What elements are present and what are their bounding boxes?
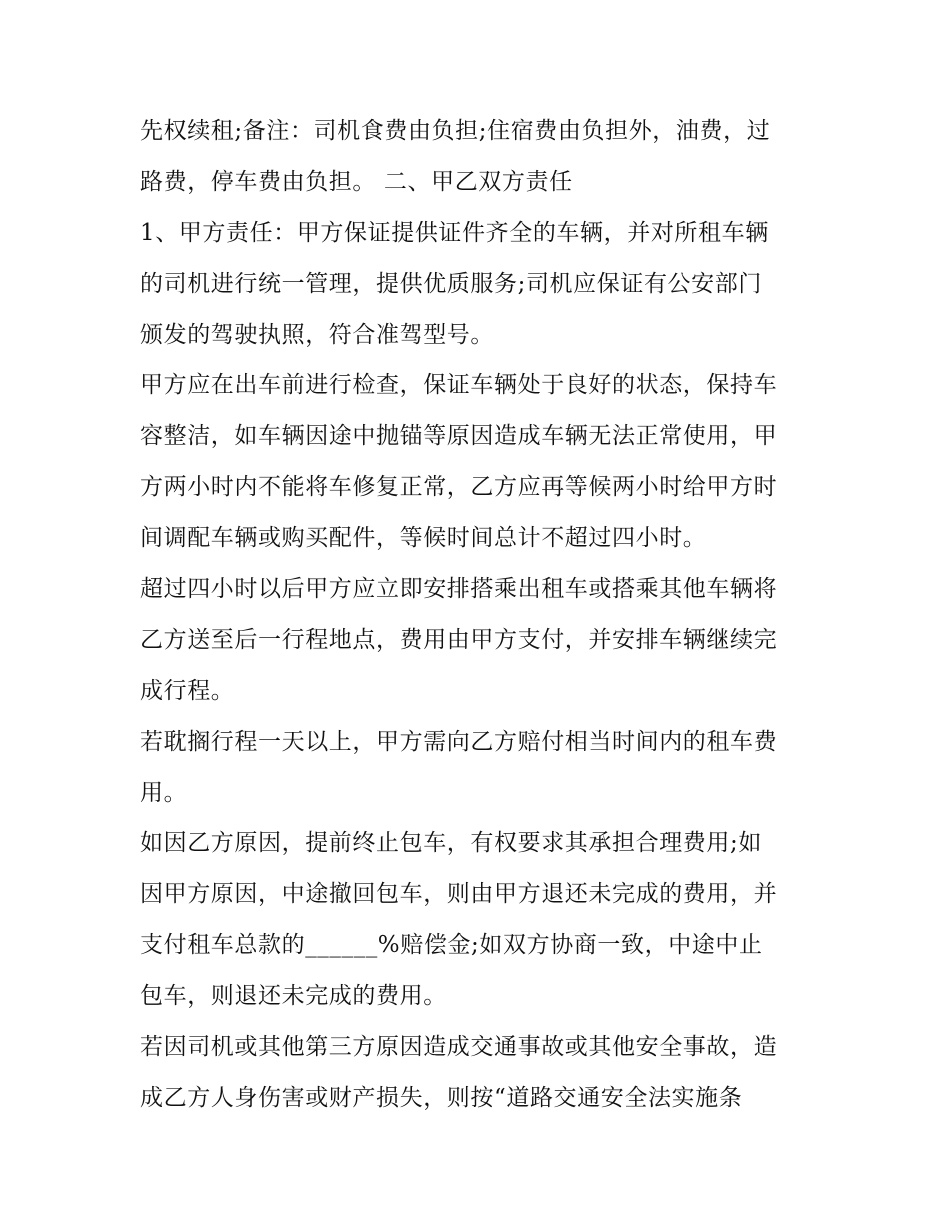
text-line: 成乙方人身伤害或财产损失，则按“道路交通安全法实施条 — [140, 1084, 743, 1111]
text-line: 容整洁，如车辆因途中抛锚等原因造成车辆无法正常使用，甲 — [140, 423, 778, 450]
text-line: 路费，停车费由负担。 二、甲乙双方责任 — [140, 168, 573, 195]
text-line: 超过四小时以后甲方应立即安排搭乘出租车或搭乘其他车辆将 — [140, 576, 778, 603]
document-body — [140, 106, 820, 1124]
text-line: 若因司机或其他第三方原因造成交通事故或其他安全事故，造 — [140, 1034, 778, 1061]
text-line: 的司机进行统一管理，提供优质服务;司机应保证有公安部门 — [140, 270, 762, 297]
text-line: 如因乙方原因，提前终止包车，有权要求其承担合理费用;如 — [140, 830, 762, 857]
text-line: 方两小时内不能将车修复正常，乙方应再等候两小时给甲方时 — [140, 474, 778, 501]
text-line: 因甲方原因，中途撤回包车，则由甲方退还未完成的费用，并 — [140, 881, 778, 908]
text-line: 1、甲方责任：甲方保证提供证件齐全的车辆，并对所租车辆 — [140, 219, 769, 246]
text-line: 若耽搁行程一天以上，甲方需向乙方赔付相当时间内的租车费 — [140, 728, 778, 755]
text-line: 成行程。 — [140, 677, 235, 704]
text-line: 颁发的驾驶执照，符合准驾型号。 — [140, 321, 494, 348]
text-line: 乙方送至后一行程地点，费用由甲方支付，并安排车辆继续完 — [140, 626, 778, 653]
text-line: 用。 — [140, 779, 188, 806]
text-line: 先权续租;备注：司机食费由负担;住宿费由负担外，油费，过 — [140, 118, 771, 144]
text-line: 包车，则退还未完成的费用。 — [140, 983, 447, 1010]
text-line: 甲方应在出车前进行检查，保证车辆处于良好的状态，保持车 — [140, 372, 778, 399]
text-line: 间调配车辆或购买配件，等候时间总计不超过四小时。 — [140, 525, 707, 552]
text-line: 支付租车总款的______%赔偿金;如双方协商一致，中途中止 — [140, 932, 763, 959]
